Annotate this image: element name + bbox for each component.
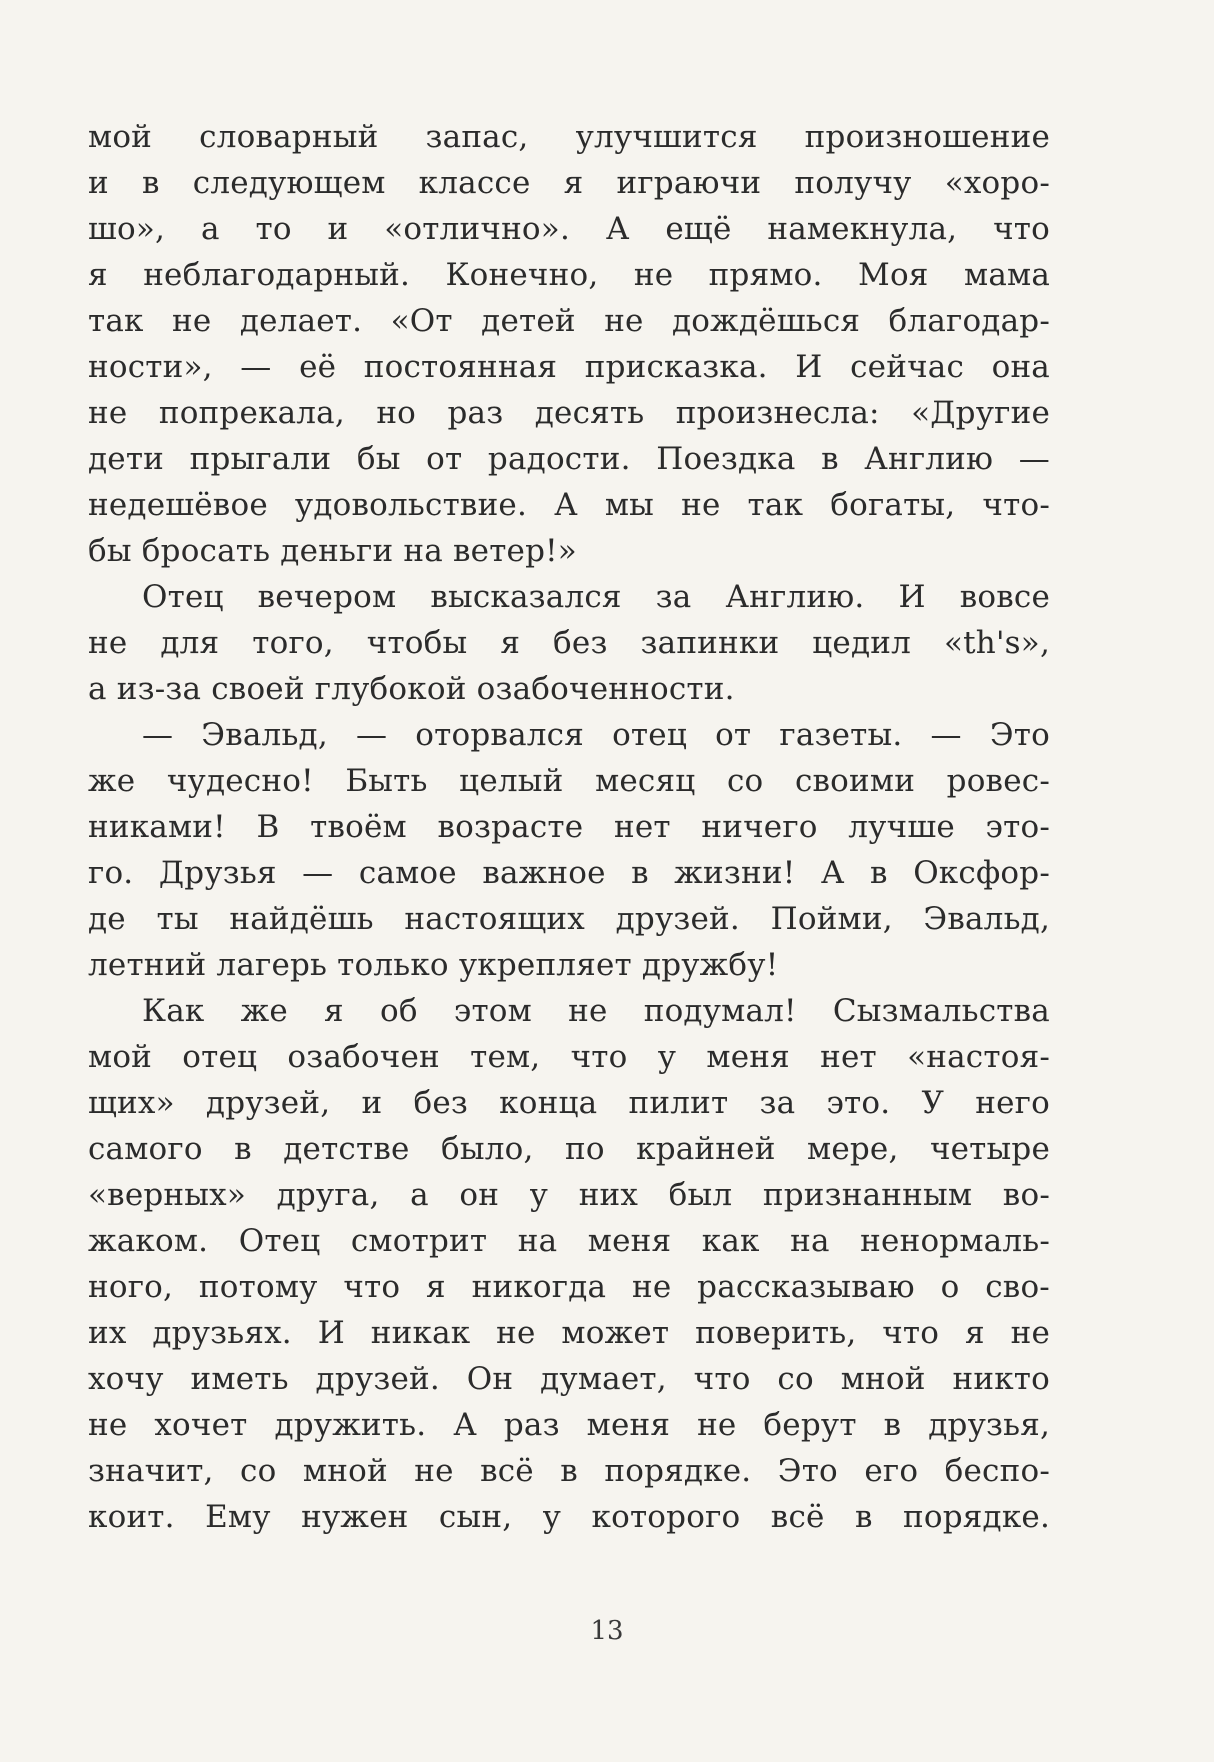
text-line: ного, потому что я никогда не рассказываю о сво- [88, 1269, 1050, 1305]
text-line: не для того, чтобы я без запинки цедил «th's», [88, 625, 1050, 661]
text-line: их друзьях. И никак не может поверить, что я не [88, 1315, 1050, 1351]
text-line: коит. Ему нужен сын, у которого всё в порядке. [88, 1499, 1050, 1535]
text-line: «верных» друга, а он у них был признанным во- [88, 1177, 1050, 1213]
page-number: 13 [590, 1616, 624, 1646]
text-line: жаком. Отец смотрит на меня как на ненормаль- [88, 1223, 1050, 1259]
text-line: ности», — её постоянная присказка. И сейчас она [88, 349, 1050, 385]
text-line: де ты найдёшь настоящих друзей. Пойми, Эвальд, [88, 901, 1050, 937]
text-line: — Эвальд, — оторвался отец от газеты. — Это [142, 717, 1050, 753]
text-line: никами! В твоём возрасте нет ничего лучше это- [88, 809, 1050, 845]
text-line: не хочет дружить. А раз меня не берут в друзья, [88, 1407, 1050, 1443]
text-line: мой отец озабочен тем, что у меня нет «настоя- [88, 1039, 1050, 1075]
text-line: так не делает. «От детей не дождёшься благодар- [88, 303, 1050, 339]
text-line: а из-за своей глубокой озабоченности. [88, 671, 735, 707]
text-line: мой словарный запас, улучшится произношение [88, 119, 1050, 155]
text-line: щих» друзей, и без конца пилит за это. У него [88, 1085, 1050, 1121]
text-line: хочу иметь друзей. Он думает, что со мной никто [88, 1361, 1050, 1397]
text-line: недешёвое удовольствие. А мы не так богаты, что- [88, 487, 1050, 523]
text-line: же чудесно! Быть целый месяц со своими ровес- [88, 763, 1050, 799]
text-line: самого в детстве было, по крайней мере, четыре [88, 1131, 1050, 1167]
text-line: значит, со мной не всё в порядке. Это его беспо- [88, 1453, 1050, 1489]
text-line: не попрекала, но раз десять произнесла: «Другие [88, 395, 1050, 431]
text-line: Как же я об этом не подумал! Сызмальства [142, 993, 1050, 1029]
text-line: дети прыгали бы от радости. Поездка в Англию — [88, 441, 1050, 477]
text-line: Отец вечером высказался за Англию. И вовсе [142, 579, 1050, 615]
text-line: и в следующем классе я играючи получу «хоро- [88, 165, 1050, 201]
text-line: шо», а то и «отлично». А ещё намекнула, что [88, 211, 1050, 247]
text-line: го. Друзья — самое важное в жизни! А в Оксфор- [88, 855, 1050, 891]
text-line: бы бросать деньги на ветер!» [88, 533, 577, 569]
body-text [88, 114, 1050, 1540]
text-line: летний лагерь только укрепляет дружбу! [88, 947, 779, 983]
text-line: я неблагодарный. Конечно, не прямо. Моя мама [88, 257, 1050, 293]
